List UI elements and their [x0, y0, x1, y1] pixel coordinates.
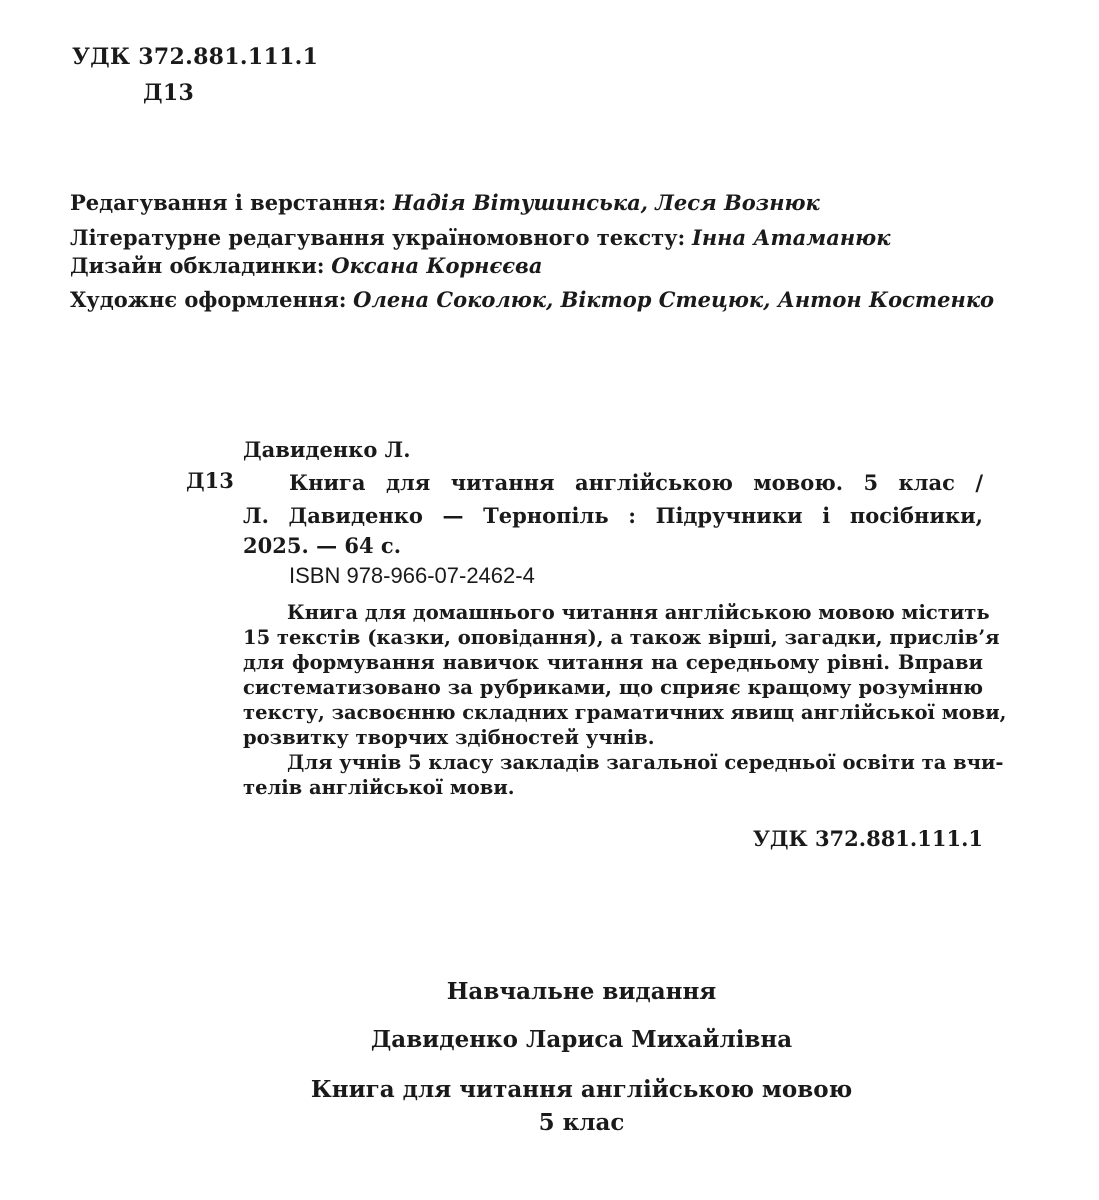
credit-cover-design	[70, 253, 542, 278]
audience-line: Для учнів 5 класу закладів загальної середньої освіти та вчи-	[287, 751, 1004, 774]
credit-label: Дизайн обкладинки:	[70, 253, 325, 278]
catalog-isbn: ISBN 978-966-07-2462-4	[289, 563, 535, 588]
catalog-annotation	[243, 600, 1007, 800]
credit-label: Літературне редагування україномовного тексту:	[70, 225, 686, 250]
credit-art-design	[70, 287, 994, 312]
credit-literary-editing	[70, 225, 890, 250]
credit-value: Оксана Корнєєва	[331, 253, 543, 278]
annotation-line: тексту, засвоєнню складних граматичних явищ англійської мови,	[243, 701, 1007, 724]
edition-type: Навчальне видання	[446, 978, 717, 1005]
credit-label: Художнє оформлення:	[70, 287, 347, 312]
annotation-line: розвитку творчих здібностей учнів.	[243, 726, 655, 749]
audience-line: телів англійської мови.	[243, 776, 515, 799]
credit-editing	[70, 190, 820, 215]
credit-value: Інна Атаманюк	[692, 225, 891, 250]
catalog-title-line: Л. Давиденко — Тернопіль : Підручники і посібники,	[243, 503, 983, 528]
catalog-code: Д13	[186, 468, 234, 493]
header-udk: УДК 372.881.111.1	[72, 44, 319, 70]
credit-value: Олена Соколюк, Віктор Стецюк, Антон Костенко	[353, 287, 995, 312]
annotation-line: Книга для домашнього читання англійською мовою містить	[287, 601, 990, 624]
catalog-author: Давиденко Л.	[243, 437, 411, 462]
imprint-title: Книга для читання англійською мовою	[310, 1076, 853, 1103]
catalog-title-line: Книга для читання англійською мовою. 5 клас /	[289, 470, 983, 495]
annotation-line: систематизовано за рубриками, що сприяє кращому розумінню	[243, 676, 983, 699]
annotation-line: 15 текстів (казки, оповідання), а також вірші, загадки, прислів’я	[243, 626, 1000, 649]
header-bbk: Д13	[143, 80, 195, 106]
credit-label: Редагування і верстання:	[70, 190, 387, 215]
credit-value: Надія Вітушинська, Леся Вознюк	[392, 190, 820, 215]
imprint-grade: 5 клас	[538, 1109, 625, 1136]
imprint-author: Давиденко Лариса Михайлівна	[370, 1026, 793, 1053]
catalog-title-line: 2025. — 64 с.	[243, 533, 402, 558]
catalog-udk: УДК 372.881.111.1	[752, 826, 983, 851]
annotation-line: для формування навичок читання на середньому рівні. Вправи	[243, 651, 983, 674]
